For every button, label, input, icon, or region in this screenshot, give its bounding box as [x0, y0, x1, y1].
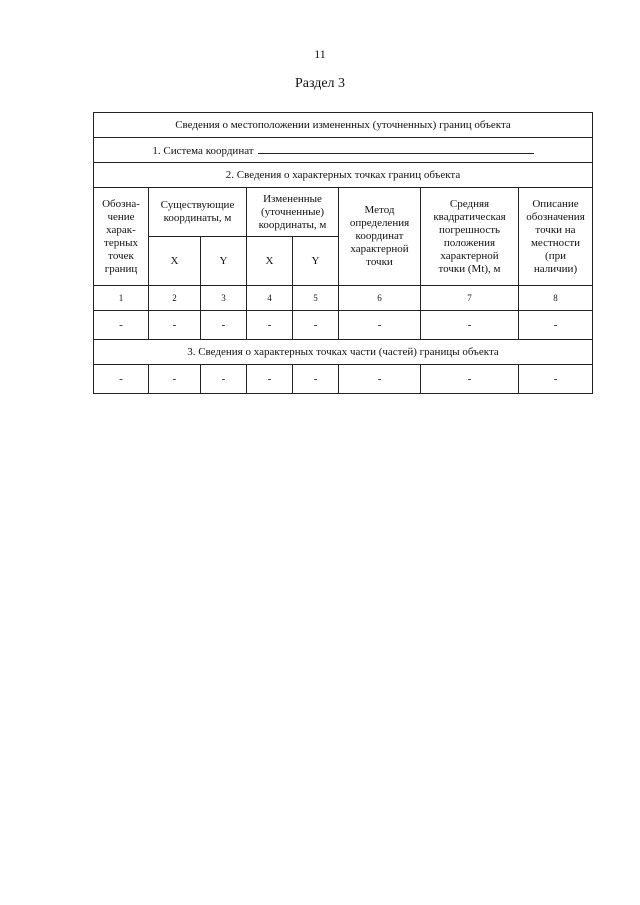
table-cell: -	[94, 311, 149, 340]
table-cell: -	[519, 311, 593, 340]
header-description: Описание обозначения точки на местности (при наличии)	[519, 188, 593, 286]
header-x-existing: X	[149, 237, 201, 286]
column-number: 3	[201, 286, 247, 311]
part3-title: 3. Сведения о характерных точках части (частей) границы объекта	[94, 340, 593, 365]
header-existing-coords: Существующие координаты, м	[149, 188, 247, 237]
header-point-designation: Обозна- чение харак- терных точек границ	[94, 188, 149, 286]
table-cell: -	[293, 311, 339, 340]
table-cell: -	[339, 365, 421, 394]
coord-system-blank	[258, 143, 534, 154]
table-cell: -	[421, 365, 519, 394]
section-title: Раздел 3	[294, 76, 346, 91]
table-cell: -	[421, 311, 519, 340]
table-cell: -	[247, 311, 293, 340]
table-cell: -	[149, 365, 201, 394]
header-y-existing: Y	[201, 237, 247, 286]
table-cell: -	[247, 365, 293, 394]
header-x-changed: X	[247, 237, 293, 286]
column-number: 4	[247, 286, 293, 311]
column-number: 2	[149, 286, 201, 311]
coord-system-row	[94, 138, 593, 163]
column-number: 1	[94, 286, 149, 311]
table-cell: -	[293, 365, 339, 394]
table-cell: -	[94, 365, 149, 394]
table-cell: -	[519, 365, 593, 394]
boundary-table	[93, 112, 593, 394]
table-cell: -	[201, 311, 247, 340]
column-number: 5	[293, 286, 339, 311]
table-cell: -	[339, 311, 421, 340]
header-changed-coords: Измененные (уточненные) координаты, м	[247, 188, 339, 237]
part2-title: 2. Сведения о характерных точках границ объекта	[94, 163, 593, 188]
table-cell: -	[149, 311, 201, 340]
coord-system-label: 1. Система координат	[152, 144, 254, 157]
header-mean-error: Средняя квадратическая погрешность положения характерной точки (Mt), м	[421, 188, 519, 286]
column-number: 8	[519, 286, 593, 311]
table-cell: -	[201, 365, 247, 394]
header-y-changed: Y	[293, 237, 339, 286]
table-title: Сведения о местоположении измененных (уточненных) границ объекта	[94, 113, 593, 138]
column-number: 6	[339, 286, 421, 311]
header-method: Метод определения координат характерной точки	[339, 188, 421, 286]
column-number: 7	[421, 286, 519, 311]
page-number: 11	[314, 47, 326, 61]
